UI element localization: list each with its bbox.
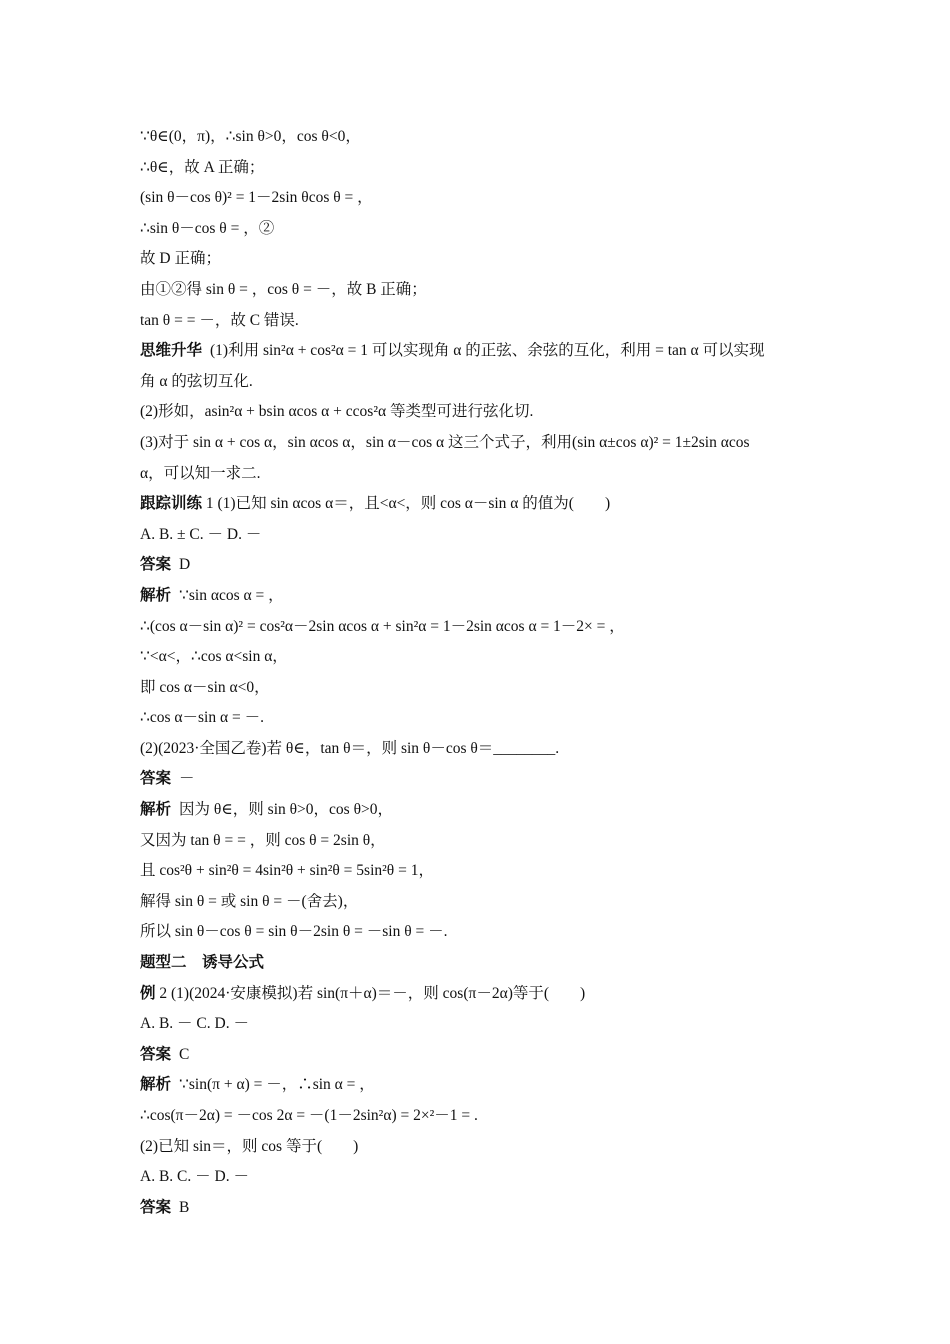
text-line: 故 D 正确； — [140, 250, 221, 268]
section-heading: 题型二 诱导公式 — [140, 954, 265, 972]
text-line: 角 α 的弦切互化. — [140, 372, 253, 390]
practice-label: 跟踪训练 — [140, 495, 203, 513]
text-line: ∴(cos α－sin α)² = cos²α－2sin αcos α + sin²α = 1－2sin αcos α = 1－2× = ， — [140, 617, 625, 635]
analysis-line — [140, 1070, 830, 1101]
analysis-line — [140, 581, 830, 612]
text-line: (2)形如，asin²α + bsin αcos α + ccos²α 等类型可进行弦化切. — [140, 403, 534, 421]
text-line: ∴sin θ－cos θ = ，② — [140, 219, 275, 237]
text-line: 由①②得 sin θ = ，cos θ = －，故 B 正确； — [140, 280, 427, 298]
answer-label: 答案 — [140, 556, 172, 574]
text-line: ∵θ∈(0，π)，∴sin θ>0，cos θ<0， — [140, 128, 361, 145]
answer-value: C — [179, 1045, 190, 1063]
text-line: ∵sin(π + α) = －，∴sin α = ， — [179, 1076, 375, 1094]
example-label: 例 — [140, 984, 156, 1002]
practice-line — [140, 489, 830, 520]
text-line: 2 (1)(2024·安康模拟)若 sin(π＋α)＝－，则 cos(π－2α)等于( ) — [159, 984, 586, 1002]
text-line: 所以 sin θ－cos θ = sin θ－2sin θ = －sin θ = －. — [140, 923, 448, 941]
text-line: 解得 sin θ = 或 sin θ = －(舍去)， — [140, 892, 359, 910]
text-line: 因为 θ∈，则 sin θ>0，cos θ>0， — [179, 801, 393, 819]
text-line: (1)利用 sin²α + cos²α = 1 可以实现角 α 的正弦、余弦的互化，利用 = tan α 可以实现 — [210, 342, 765, 360]
text-line: 即 cos α－sin α<0， — [140, 678, 270, 696]
choice-line: A. B. C. － D. － — [140, 1168, 249, 1186]
text-line: (2)(2023·全国乙卷)若 θ∈，tan θ＝，则 sin θ－cos θ＝________. — [140, 739, 560, 757]
analysis-label: 解析 — [140, 801, 172, 819]
analysis-line — [140, 795, 830, 826]
answer-line — [140, 550, 830, 581]
answer-label: 答案 — [140, 1045, 172, 1063]
choice-line: A. B. ± C. － D. － — [140, 525, 262, 543]
text-line: ∴cos(π－2α) = －cos 2α = －(1－2sin²α) = 2×²－1 = . — [140, 1107, 478, 1124]
answer-label: 答案 — [140, 770, 172, 788]
analysis-label: 解析 — [140, 586, 172, 604]
answer-value: D — [179, 556, 191, 574]
answer-value: B — [179, 1198, 190, 1216]
analysis-label: 解析 — [140, 1076, 172, 1094]
answer-line — [140, 764, 830, 795]
answer-value: － — [179, 770, 195, 788]
text-line: α，可以知一求二. — [140, 464, 261, 482]
answer-label: 答案 — [140, 1198, 172, 1216]
choice-line: A. B. － C. D. － — [140, 1015, 249, 1033]
text-line: tan θ = = －，故 C 错误. — [140, 311, 299, 329]
example-line — [140, 979, 830, 1010]
text-line: (2)已知 sin＝，则 cos 等于( ) — [140, 1137, 359, 1155]
text-line: 又因为 tan θ = = ，则 cos θ = 2sin θ， — [140, 831, 386, 849]
text-line: ∴cos α－sin α = －. — [140, 709, 264, 727]
text-line: (sin θ－cos θ)² = 1－2sin θcos θ = ， — [140, 189, 373, 207]
text-line: 且 cos²θ + sin²θ = 4sin²θ + sin²θ = 5sin²θ = 1， — [140, 862, 434, 880]
text-line: 1 (1)已知 sin αcos α＝，且<α<，则 cos α－sin α 的值为( ) — [205, 495, 611, 513]
text-line: (3)对于 sin α + cos α，sin αcos α，sin α－cos α 这三个式子，利用(sin α±cos α)² = 1±2sin αcos — [140, 433, 750, 451]
thinking-line — [140, 336, 830, 367]
text-line: ∵<α<，∴cos α<sin α， — [140, 648, 288, 666]
thinking-label: 思维升华 — [140, 342, 203, 360]
document-page — [140, 122, 830, 1223]
answer-line — [140, 1040, 830, 1071]
answer-line — [140, 1193, 830, 1224]
text-line: ∵sin αcos α = ， — [179, 586, 284, 604]
text-line: ∴θ∈，故 A 正确； — [140, 158, 265, 176]
